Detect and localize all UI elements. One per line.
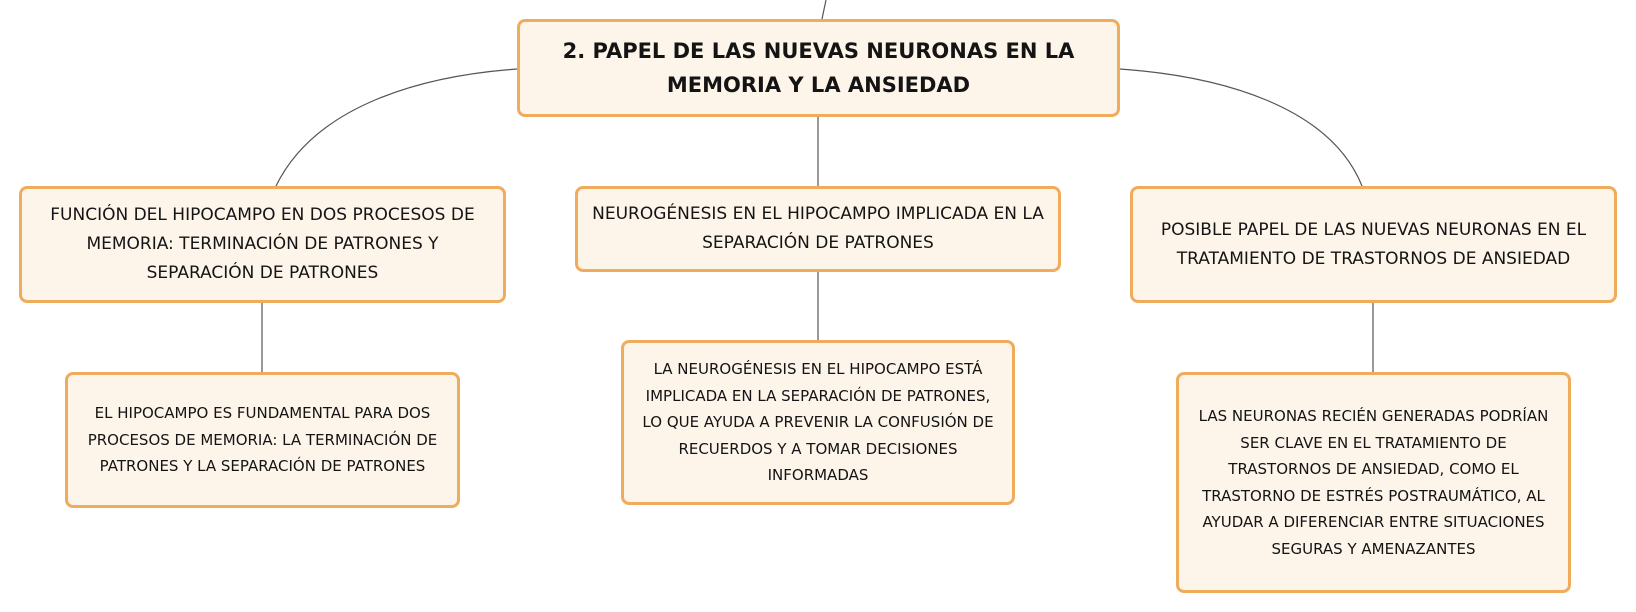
branch-node-3[interactable] [1130, 186, 1617, 303]
detail-node-1-label: EL HIPOCAMPO ES FUNDAMENTAL PARA DOS PROCESOS DE MEMORIA: LA TERMINACIÓN DE PATRONES Y LA SEPARACIÓN DE PATRONES [87, 404, 438, 476]
detail-node-2-label: LA NEUROGÉNESIS EN EL HIPOCAMPO ESTÁ IMPLICADA EN LA SEPARACIÓN DE PATRONES, LO QUE AYUDA A PREVENIR LA CONFUSIÓN DE RECUERDOS Y A TOMAR DECISIONES INFORMADAS [642, 360, 994, 485]
branch-node-2-label: NEUROGÉNESIS EN EL HIPOCAMPO IMPLICADA EN LA SEPARACIÓN DE PATRONES [592, 204, 1044, 253]
root-node[interactable] [517, 19, 1120, 117]
branch-node-1[interactable] [19, 186, 506, 303]
connector-root-to-branch-3 [1120, 69, 1362, 186]
detail-node-1[interactable] [65, 372, 460, 508]
detail-node-3[interactable] [1176, 372, 1571, 593]
root-node-label: 2. PAPEL DE LAS NUEVAS NEURONAS EN LA MEMORIA Y LA ANSIEDAD [562, 39, 1075, 97]
connector-root-to-parent [822, 0, 826, 19]
detail-node-3-label: LAS NEURONAS RECIÉN GENERADAS PODRÍAN SER CLAVE EN EL TRATAMIENTO DE TRASTORNOS DE ANSIEDAD, COMO EL TRASTORNO DE ESTRÉS POSTRAUMÁTICO, AL AYUDAR A DIFERENCIAR ENTRE SITUACIONES SEGURAS Y AMENAZANTES [1198, 407, 1549, 558]
detail-node-2[interactable] [621, 340, 1015, 505]
branch-node-3-label: POSIBLE PAPEL DE LAS NUEVAS NEURONAS EN EL TRATAMIENTO DE TRASTORNOS DE ANSIEDAD [1160, 219, 1587, 269]
connector-root-to-branch-1 [276, 69, 517, 186]
branch-node-2[interactable] [575, 186, 1061, 272]
branch-node-1-label: FUNCIÓN DEL HIPOCAMPO EN DOS PROCESOS DE MEMORIA: TERMINACIÓN DE PATRONES Y SEPARACIÓN DE PATRONES [50, 205, 475, 283]
